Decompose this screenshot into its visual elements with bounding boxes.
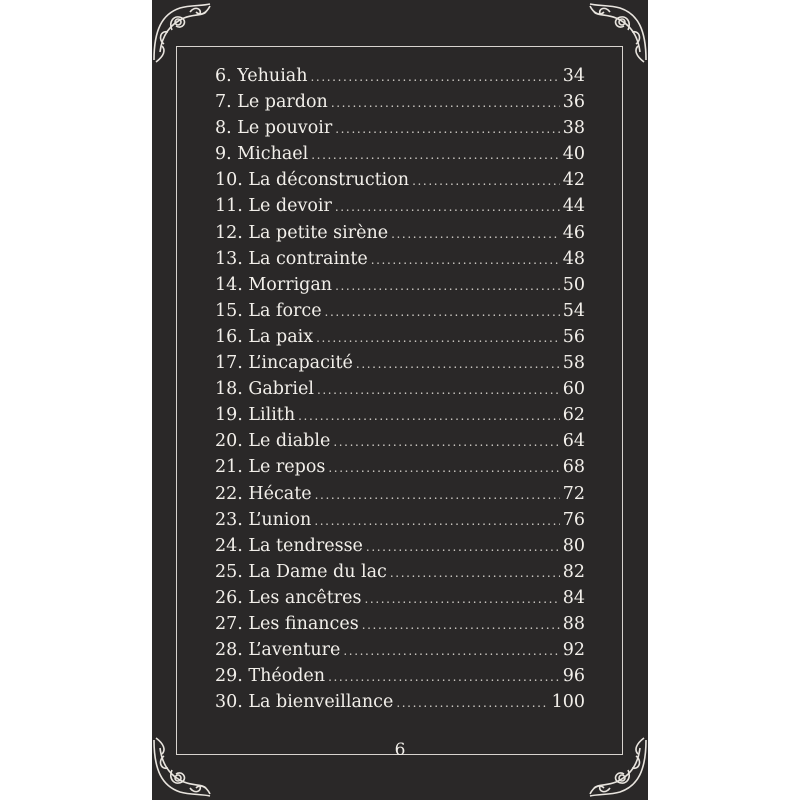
toc-entry-page: 46: [562, 222, 585, 243]
toc-entry: [215, 272, 585, 298]
toc-leader-dots: [328, 455, 559, 481]
toc-entry-page: 80: [562, 535, 585, 556]
toc-entry-page: 64: [562, 431, 585, 452]
toc-entry-page: 68: [562, 457, 585, 478]
toc-entry-page: 56: [562, 326, 585, 347]
toc-entry-page: 62: [562, 405, 585, 426]
toc-entry-title: 23. L’union: [215, 509, 312, 530]
toc-entry: [215, 324, 585, 350]
toc-entry: [215, 63, 585, 89]
toc-entry: [215, 481, 585, 507]
toc-leader-dots: [315, 482, 560, 508]
toc-leader-dots: [371, 247, 560, 273]
toc-leader-dots: [390, 560, 560, 586]
toc-leader-dots: [333, 429, 559, 455]
toc-entry: [215, 115, 585, 141]
toc-entry-title: 19. Lilith: [215, 405, 296, 426]
toc-entry-page: 58: [562, 353, 585, 374]
toc-leader-dots: [325, 299, 560, 325]
toc-leader-dots: [356, 351, 560, 377]
toc-entry-page: 34: [562, 66, 585, 86]
toc-entry-title: 29. Théoden: [215, 666, 326, 687]
toc-leader-dots: [331, 90, 560, 116]
toc-entry: [215, 689, 585, 715]
toc-entry-title: 26. Les ancêtres: [215, 587, 362, 608]
toc-entry-title: 9. Michael: [215, 144, 309, 165]
toc-entry: [215, 89, 585, 115]
toc-leader-dots: [311, 142, 559, 168]
toc-entry-title: 6. Yehuiah: [215, 66, 308, 86]
toc-leader-dots: [298, 403, 560, 429]
toc-entry: [215, 533, 585, 559]
toc-entry-title: 11. Le devoir: [215, 196, 332, 217]
toc-entry: [215, 637, 585, 663]
toc-entry-page: 72: [562, 483, 585, 504]
toc-leader-dots: [362, 612, 560, 638]
toc-entry-title: 12. La petite sirène: [215, 222, 389, 243]
toc-leader-dots: [396, 690, 548, 716]
toc-entry-page: 40: [562, 144, 585, 165]
toc-entry-page: 42: [562, 170, 585, 191]
toc-entry-page: 96: [562, 666, 585, 687]
toc-entry: [215, 350, 585, 376]
toc-entry-title: 25. La Dame du lac: [215, 561, 387, 582]
toc-entry-title: 10. La déconstruction: [215, 170, 410, 191]
toc-leader-dots: [343, 638, 559, 664]
toc-entry-page: 44: [562, 196, 585, 217]
toc-leader-dots: [391, 221, 560, 247]
corner-ornament-top-right: [584, 0, 650, 66]
toc-entry-title: 24. La tendresse: [215, 535, 363, 556]
toc-entry-page: 50: [562, 274, 585, 295]
toc-entry: [215, 402, 585, 428]
toc-entry: [215, 141, 585, 167]
toc-entry-title: 8. Le pouvoir: [215, 118, 333, 139]
toc-entry-title: 14. Morrigan: [215, 274, 333, 295]
toc-leader-dots: [317, 377, 560, 403]
toc-entry-title: 21. Le repos: [215, 457, 326, 478]
toc-entry: [215, 376, 585, 402]
toc-entry-page: 54: [562, 300, 585, 321]
toc-leader-dots: [335, 194, 560, 220]
toc-entry-page: 76: [562, 509, 585, 530]
toc-entry-page: 48: [562, 248, 585, 269]
toc-entry: [215, 298, 585, 324]
toc-leader-dots: [316, 325, 560, 351]
toc-leader-dots: [365, 586, 560, 612]
toc-entry-title: 15. La force: [215, 300, 322, 321]
toc-entry-page: 84: [562, 587, 585, 608]
toc-entry-title: 27. Les finances: [215, 613, 359, 634]
toc-leader-dots: [314, 508, 559, 534]
toc-entry-title: 20. Le diable: [215, 431, 331, 452]
toc-entry-page: 100: [551, 692, 585, 713]
page-number: 6: [394, 740, 406, 760]
toc-entry-page: 82: [562, 561, 585, 582]
toc-entry-page: 88: [562, 613, 585, 634]
toc-entry-title: 28. L’aventure: [215, 640, 341, 661]
toc-entry-page: 60: [562, 379, 585, 400]
toc-entry-page: 92: [562, 640, 585, 661]
toc-entry: [215, 611, 585, 637]
toc-entry: [215, 663, 585, 689]
toc-entry: [215, 220, 585, 246]
toc-leader-dots: [328, 664, 560, 690]
toc-leader-dots: [412, 168, 560, 194]
toc-entry: [215, 246, 585, 272]
toc-leader-dots: [335, 273, 560, 299]
toc-leader-dots: [366, 534, 560, 560]
toc-entry: [215, 507, 585, 533]
toc-entry-page: 38: [562, 118, 585, 139]
toc-entry: [215, 559, 585, 585]
toc-entry-title: 22. Hécate: [215, 483, 312, 504]
toc-entry-title: 13. La contrainte: [215, 248, 368, 269]
toc-entry-page: 36: [562, 92, 585, 113]
toc-entry: [215, 585, 585, 611]
toc-entry-title: 30. La bienveillance: [215, 692, 394, 713]
toc-entry: [215, 193, 585, 219]
toc-entry-title: 18. Gabriel: [215, 379, 314, 400]
toc-leader-dots: [335, 116, 560, 142]
table-of-contents: [215, 63, 585, 715]
toc-entry: [215, 454, 585, 480]
toc-entry-title: 16. La paix: [215, 326, 314, 347]
toc-entry-title: 17. L’incapacité: [215, 353, 353, 374]
toc-entry: [215, 428, 585, 454]
toc-leader-dots: [311, 64, 560, 90]
toc-entry-title: 7. Le pardon: [215, 92, 328, 113]
toc-entry: [215, 167, 585, 193]
corner-ornament-top-left: [150, 0, 216, 66]
